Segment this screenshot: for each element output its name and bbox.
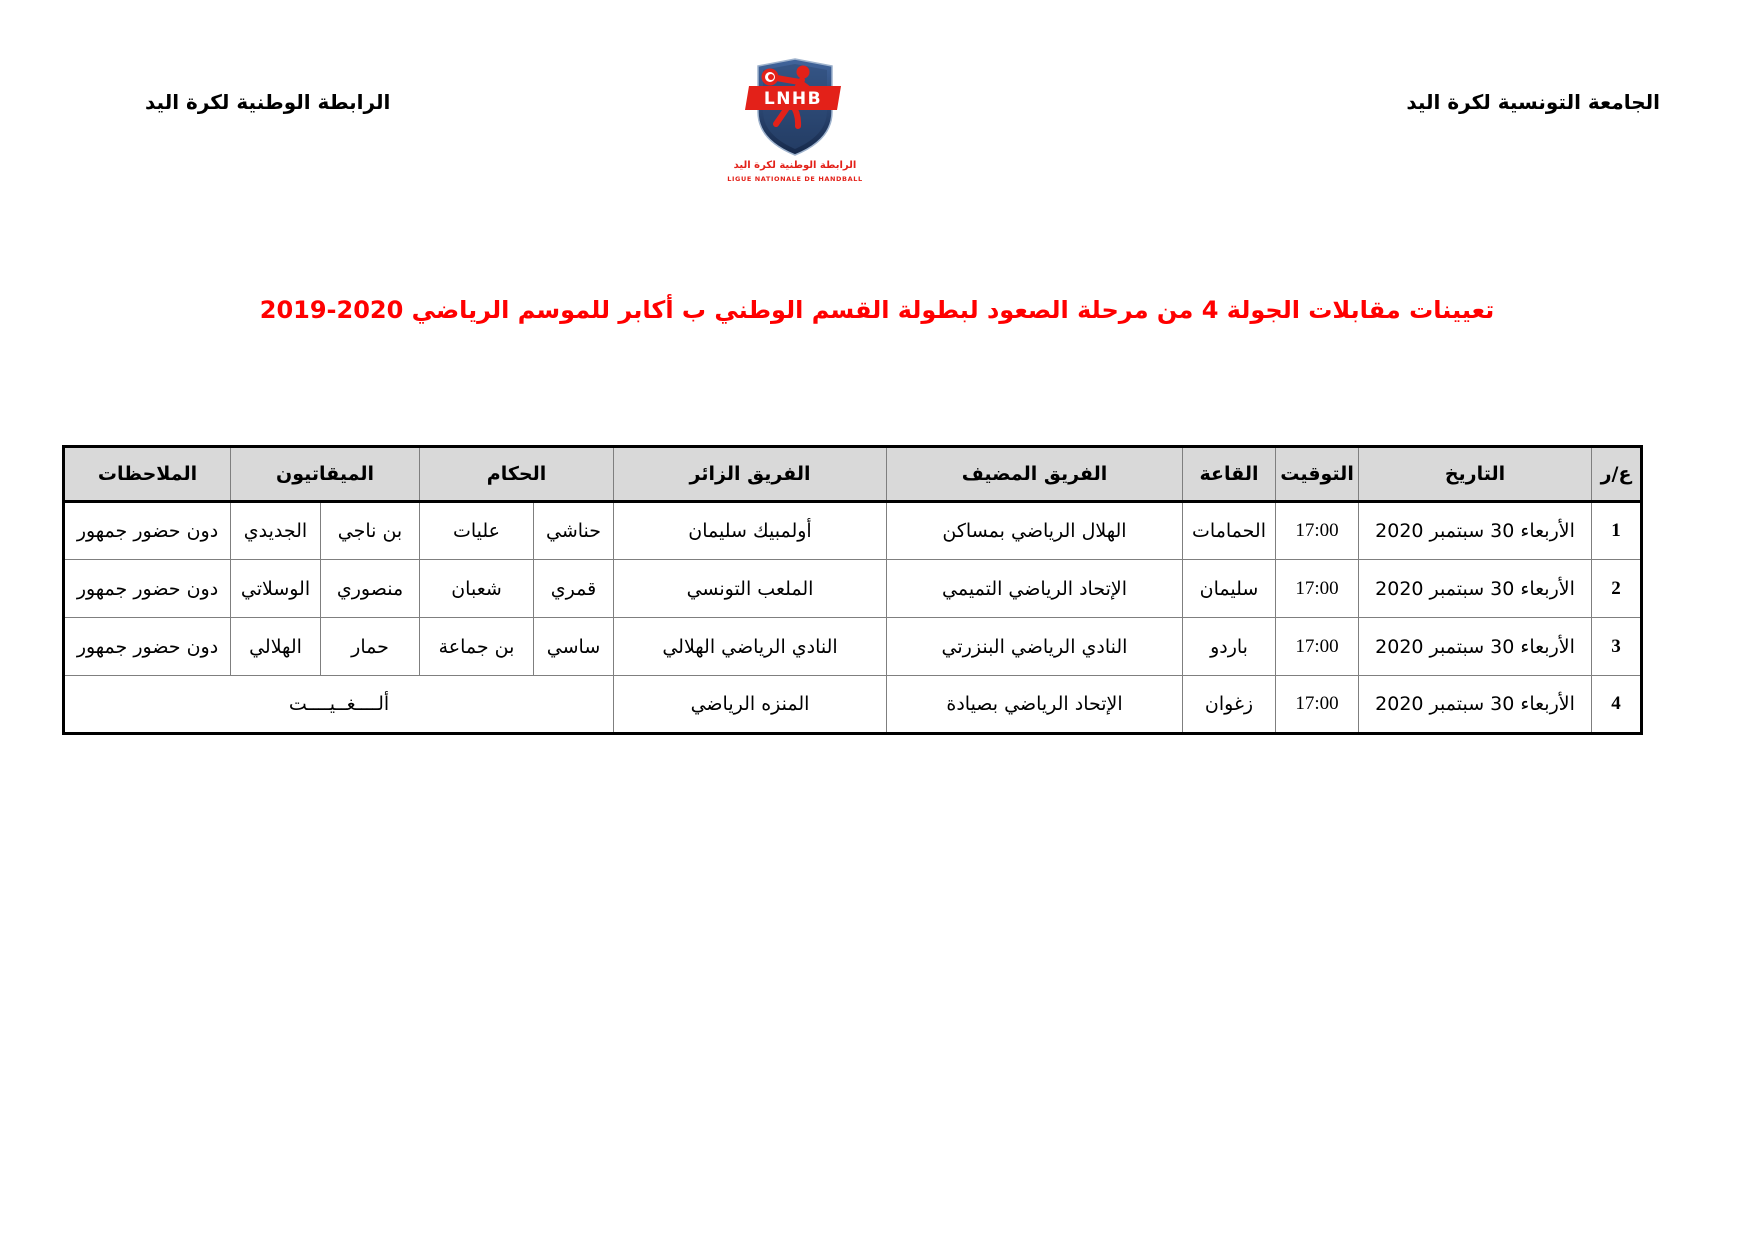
table-row	[64, 676, 1642, 734]
cell-time: 17:00	[1276, 560, 1359, 618]
cell-away-team: الملعب التونسي	[614, 560, 887, 618]
cell-home-team: الهلال الرياضي بمساكن	[887, 502, 1183, 560]
cell-notes: دون حضور جمهور	[64, 502, 231, 560]
cell-away-team: المنزه الرياضي	[614, 676, 887, 734]
col-header-hall: القاعة	[1183, 447, 1276, 502]
cell-date: الأربعاء 30 سبتمبر 2020	[1359, 502, 1592, 560]
lnhb-ribbon	[745, 86, 841, 110]
cell-hall: زغوان	[1183, 676, 1276, 734]
cell-number: 3	[1592, 618, 1642, 676]
league-title: الرابطة الوطنية لكرة اليد	[145, 90, 391, 114]
cell-timekeeper-2: الجديدي	[231, 502, 321, 560]
table-row	[64, 560, 1642, 618]
cell-home-team: النادي الرياضي البنزرتي	[887, 618, 1183, 676]
cell-time: 17:00	[1276, 676, 1359, 734]
cell-referee-1: ساسي	[534, 618, 614, 676]
logo-french-caption: LIGUE NATIONALE DE HANDBALL	[727, 175, 863, 183]
cell-referee-2: عليات	[420, 502, 534, 560]
cell-away-team: النادي الرياضي الهلالي	[614, 618, 887, 676]
federation-title: الجامعة التونسية لكرة اليد	[1406, 90, 1660, 114]
lnhb-logo-graphic	[715, 56, 875, 186]
cell-home-team: الإتحاد الرياضي التميمي	[887, 560, 1183, 618]
col-header-notes: الملاحظات	[64, 447, 231, 502]
cell-referee-2: بن جماعة	[420, 618, 534, 676]
lnhb-logo	[715, 56, 875, 186]
cell-notes: دون حضور جمهور	[64, 618, 231, 676]
cell-date: الأربعاء 30 سبتمبر 2020	[1359, 618, 1592, 676]
logo-acronym: LNHB	[763, 89, 823, 109]
col-header-number: ع/ر	[1592, 447, 1642, 502]
cell-date: الأربعاء 30 سبتمبر 2020	[1359, 676, 1592, 734]
cell-timekeeper-2: الهلالي	[231, 618, 321, 676]
cell-time: 17:00	[1276, 502, 1359, 560]
col-header-referees: الحكام	[420, 447, 614, 502]
ball-icon	[762, 69, 779, 86]
cell-time: 17:00	[1276, 618, 1359, 676]
cell-timekeeper-1: حمار	[321, 618, 420, 676]
cell-cancelled: ألــــغــيــــت	[64, 676, 614, 734]
cell-date: الأربعاء 30 سبتمبر 2020	[1359, 560, 1592, 618]
col-header-home-team: الفريق المضيف	[887, 447, 1183, 502]
matches-table	[62, 445, 1643, 735]
cell-timekeeper-1: منصوري	[321, 560, 420, 618]
table-row	[64, 502, 1642, 560]
cell-referee-2: شعبان	[420, 560, 534, 618]
cell-hall: باردو	[1183, 618, 1276, 676]
cell-referee-1: حناشي	[534, 502, 614, 560]
cell-away-team: أولمبيك سليمان	[614, 502, 887, 560]
cell-notes: دون حضور جمهور	[64, 560, 231, 618]
logo-arabic-caption: الرابطة الوطنية لكرة اليد	[733, 160, 857, 171]
table-header-row	[64, 447, 1642, 502]
col-header-time: التوقيت	[1276, 447, 1359, 502]
col-header-away-team: الفريق الزائر	[614, 447, 887, 502]
cell-hall: الحمامات	[1183, 502, 1276, 560]
page-title: تعيينات مقابلات الجولة 4 من مرحلة الصعود لبطولة القسم الوطني ب أكابر للموسم الرياضي 2020-2019	[259, 296, 1495, 324]
table-row	[64, 618, 1642, 676]
cell-number: 1	[1592, 502, 1642, 560]
col-header-date: التاريخ	[1359, 447, 1592, 502]
cell-timekeeper-1: بن ناجي	[321, 502, 420, 560]
cell-home-team: الإتحاد الرياضي بصيادة	[887, 676, 1183, 734]
cell-hall: سليمان	[1183, 560, 1276, 618]
cell-number: 4	[1592, 676, 1642, 734]
col-header-timekeepers: الميقاتيون	[231, 447, 420, 502]
cell-number: 2	[1592, 560, 1642, 618]
cell-timekeeper-2: الوسلاتي	[231, 560, 321, 618]
cell-referee-1: قمري	[534, 560, 614, 618]
